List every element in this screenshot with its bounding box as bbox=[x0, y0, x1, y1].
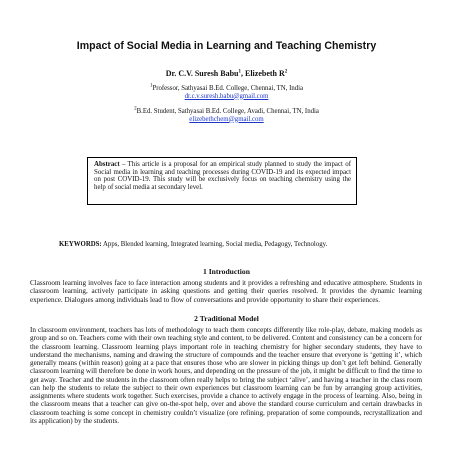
section-heading-introduction: 1 Introduction bbox=[203, 267, 250, 276]
affiliation-2-institution: B.Ed. Student, Sathyasai B.Ed. College, Avadi, Chennai, TN, India bbox=[136, 108, 319, 115]
keywords-label: KEYWORDS: bbox=[59, 241, 102, 248]
author-1-affiliation-mark: 1 bbox=[238, 69, 241, 75]
abstract-text: – This article is a proposal for an empirical study planned to study the impact of Social media in learning and teaching processes during COVID-19 and its expected impact on post COVID-19. This study will be exclusively focus on teaching chemistry using the help of social media at secondary level. bbox=[94, 161, 351, 191]
keywords-text: Apps, Blended learning, Integrated learning, Social media, Pedagogy, Technology. bbox=[101, 241, 328, 248]
paper-title: Impact of Social Media in Learning and Teaching Chemistry bbox=[76, 40, 377, 52]
affiliation-2 bbox=[40, 108, 413, 123]
author-2-name: Elizebeth R bbox=[245, 69, 285, 78]
introduction-paragraph: Classroom learning involves face to face interaction among students and it provides a refreshing and educative atmosphere. Students in classroom learning, actively participate in asking questions and getting their queries resolved. It provides the dynamic learning experience. Dialogues among individuals lead to flow of conversations and provide opportunity to share their experiences. bbox=[30, 279, 422, 304]
abstract-box bbox=[87, 157, 357, 205]
keywords-line bbox=[59, 241, 393, 249]
affiliation-1-email-link[interactable]: dr.c.v.suresh.babu@gmail.com bbox=[184, 92, 269, 100]
affiliation-1-mark: 1 bbox=[149, 83, 153, 89]
author-line bbox=[40, 69, 413, 79]
author-separator: , bbox=[241, 69, 245, 78]
affiliation-2-text bbox=[40, 108, 413, 116]
traditional-model-paragraph: In classroom environment, teachers has lots of methodology to teach them concepts differently like role-play, debate, making models as group and so on. Teachers come with their own teaching style and content, to be delivered. Content and consistency can be a concern for the classroom learning. Classroom learning plays important role in teaching chemistry for higher secondary students, they have to understand the mechanisms, naming and drawing the structure of compounds and the teacher ensure that everyone is ‘getting it’, which generally means (within reason) going at a pace that ensures those who are slower in picking things up don’t get left behind. Generally classroom learning will therefore be done in work hours, and depending on the pressure of the job, it might be difficult to find the time to get away. Teacher and the students in the classroom often really helps to bring the subject ‘alive’, and having a teacher in the class room can help the students to relate the subject to their own experiences but classroom learning can be fun by arranging group activities, assignments where students work together. Such exercises, provide a chance to actively engage in the process of learning. Also, being in the classroom means that a teacher can give on-the-spot help, over and above the standard course curriculum and certain drawbacks in classroom teaching is some concept in chemistry couldn’t visualize (ore refining, preparation of some compounds, recrystallization and its application) by the students. bbox=[30, 326, 422, 425]
section-heading-traditional-model: 2 Traditional Model bbox=[194, 314, 259, 323]
affiliation-1-institution: Professor, Sathyasai B.Ed. College, Chennai, TN, India bbox=[152, 85, 304, 92]
abstract-label: Abstract bbox=[94, 161, 120, 168]
affiliation-1 bbox=[40, 85, 413, 100]
author-1-name: Dr. C.V. Suresh Babu bbox=[165, 69, 239, 78]
affiliation-1-text bbox=[40, 85, 413, 93]
affiliation-2-email-link[interactable]: elizebethchem@gmail.com bbox=[189, 115, 264, 123]
affiliation-2-mark: 2 bbox=[134, 106, 137, 112]
author-2-affiliation-mark: 2 bbox=[284, 69, 288, 75]
